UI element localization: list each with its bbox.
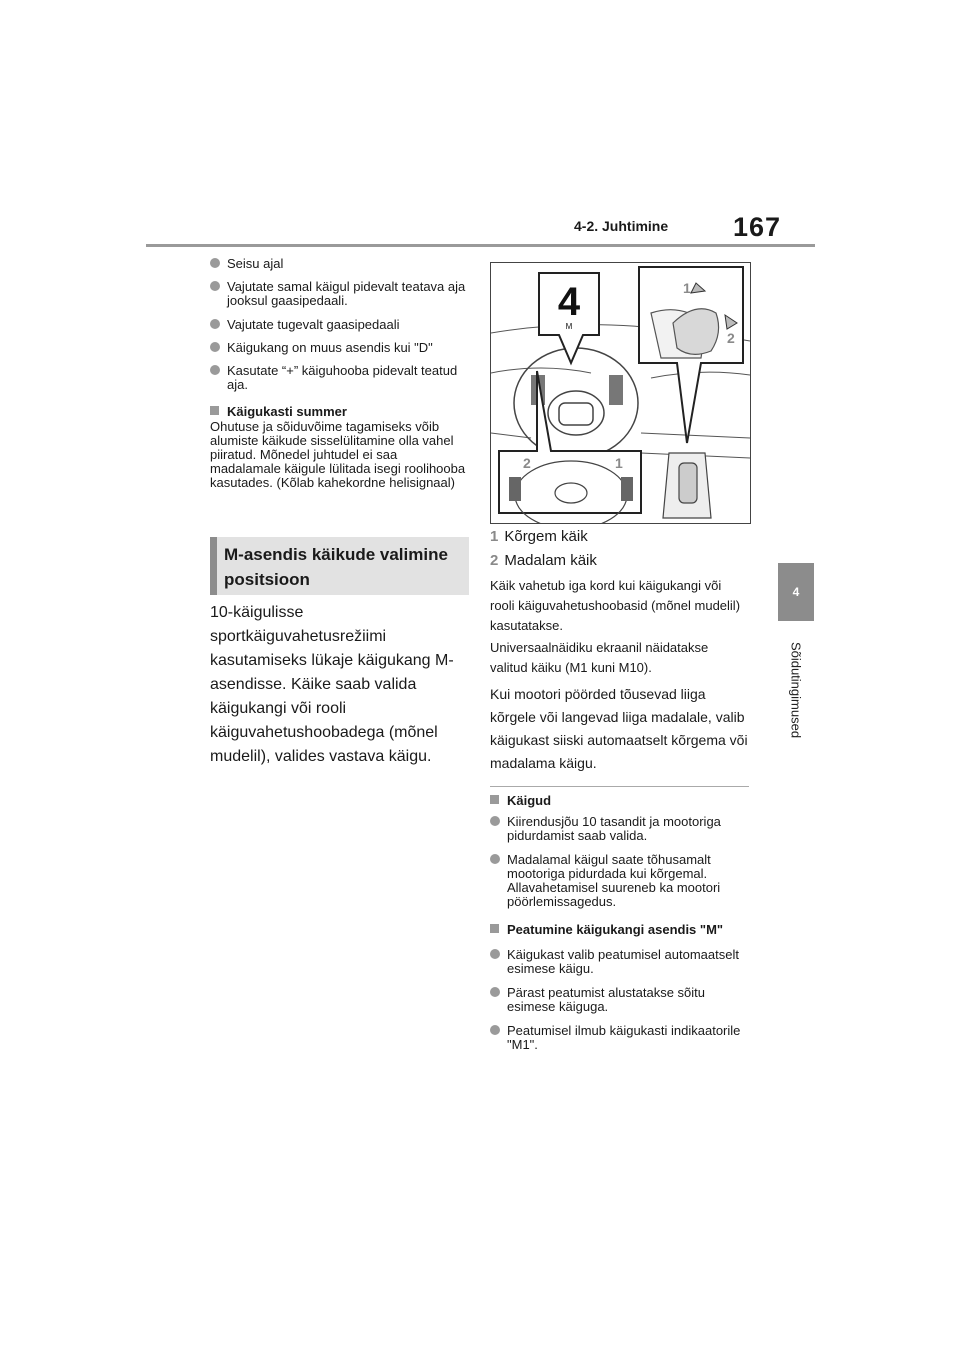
bullet-item: Käigukast valib peatumisel automaatselt esimese käigu. — [490, 948, 748, 976]
bullet-icon — [210, 281, 220, 291]
callout-2-upper: 2 — [727, 330, 735, 346]
bullet-icon — [490, 1025, 500, 1035]
section-heading-bar — [210, 537, 217, 595]
bullet-item: Kiirendusjõu 10 tasandit ja mootoriga pidurdamist saab valida. — [490, 815, 748, 843]
gears-heading: Käigud — [490, 793, 748, 808]
display-mode: M — [565, 322, 573, 331]
car-interior-drawing — [491, 263, 750, 523]
bullet-icon — [210, 319, 220, 329]
callout-1-upper: 1 — [683, 280, 691, 296]
section-heading-box — [210, 537, 469, 595]
bullet-item: Madalamal käigul saate tõhusamalt mootoriga pidurdada kui kõrgemal. Allavahetamisel suureneb ka mootori pöörlemissagedus. — [490, 853, 748, 909]
chapter-tab: 4 — [778, 563, 814, 621]
chapter-label-text: Sõidutingimused — [788, 641, 804, 739]
section-heading: M-asendis käikude valimine positsioon — [224, 545, 448, 589]
paragraph: Kui mootori pöörded tõusevad liiga kõrgele või langevad liiga madalale, valib käigukast siiski automaatselt kõrgema või madalama käigu. — [490, 686, 748, 771]
bullet-item: Seisu ajal — [210, 257, 468, 271]
bullet-icon — [490, 816, 500, 826]
list-item: 1 Kõrgem käik — [490, 528, 588, 545]
list-item: 2 Madalam käik — [490, 552, 597, 569]
stop-heading: Peatumine käigukangi asendis "M" — [490, 922, 752, 937]
paragraph: Käik vahetub iga kord kui käigukangi või rooli käiguvahetushoobasid (mõnel mudelil) kasutatakse. — [490, 578, 741, 633]
bullet-item: Kasutate “+” käiguhooba pidevalt teatud aja. — [210, 364, 468, 392]
bullet-icon — [490, 949, 500, 959]
bullet-item: Vajutate samal käigul pidevalt teatava aja jooksul gaasipedaali. — [210, 280, 468, 308]
bullet-item: Käigukang on muus asendis kui "D" — [210, 341, 468, 355]
bullet-icon — [210, 258, 220, 268]
main-paragraph: 10-käigulisse sportkäiguvahetusrežiimi kasutamiseks lükaje käigukang M-asendisse. Käike saab valida käigukangi või rooli käiguvahetushoobadega (mõnel mudelil), valides vastava käigu. — [210, 604, 454, 765]
bullet-icon — [210, 342, 220, 352]
display-digit: 4 — [557, 280, 581, 324]
callout-1-lower: 1 — [615, 455, 623, 471]
bullet-icon — [490, 854, 500, 864]
chapter-label — [778, 625, 814, 755]
bullet-item: Pärast peatumist alustatakse sõitu esimese käiguga. — [490, 986, 748, 1014]
bullet-icon — [490, 987, 500, 997]
bullet-icon — [210, 365, 220, 375]
paragraph: Universaalnäidiku ekraanil näidatakse valitud käiku (M1 kuni M10). — [490, 640, 709, 675]
page-number: 167 — [733, 212, 782, 242]
bullet-item: Vajutate tugevalt gaasipedaali — [210, 318, 468, 332]
square-bullet-icon — [490, 795, 499, 804]
divider — [490, 786, 749, 787]
gear-shift-illustration — [490, 262, 751, 524]
buzzer-heading: Käigukasti summer — [210, 404, 468, 419]
callout-2-lower: 2 — [523, 455, 531, 471]
header-divider — [146, 244, 815, 247]
section-title: 4-2. Juhtimine — [574, 218, 669, 234]
square-bullet-icon — [210, 406, 219, 415]
square-bullet-icon — [490, 924, 499, 933]
buzzer-text: Ohutuse ja sõiduvõime tagamiseks võib alumiste käikude sisselülitamine olla vahel piiratud. Mõnedel juhtudel ei saa madalamale käigule lülitada isegi roolihooba kasutades. (Kõlab kahekordne helisignaal) — [210, 419, 466, 490]
bullet-item: Peatumisel ilmub käigukasti indikaatorile "M1". — [490, 1024, 748, 1052]
